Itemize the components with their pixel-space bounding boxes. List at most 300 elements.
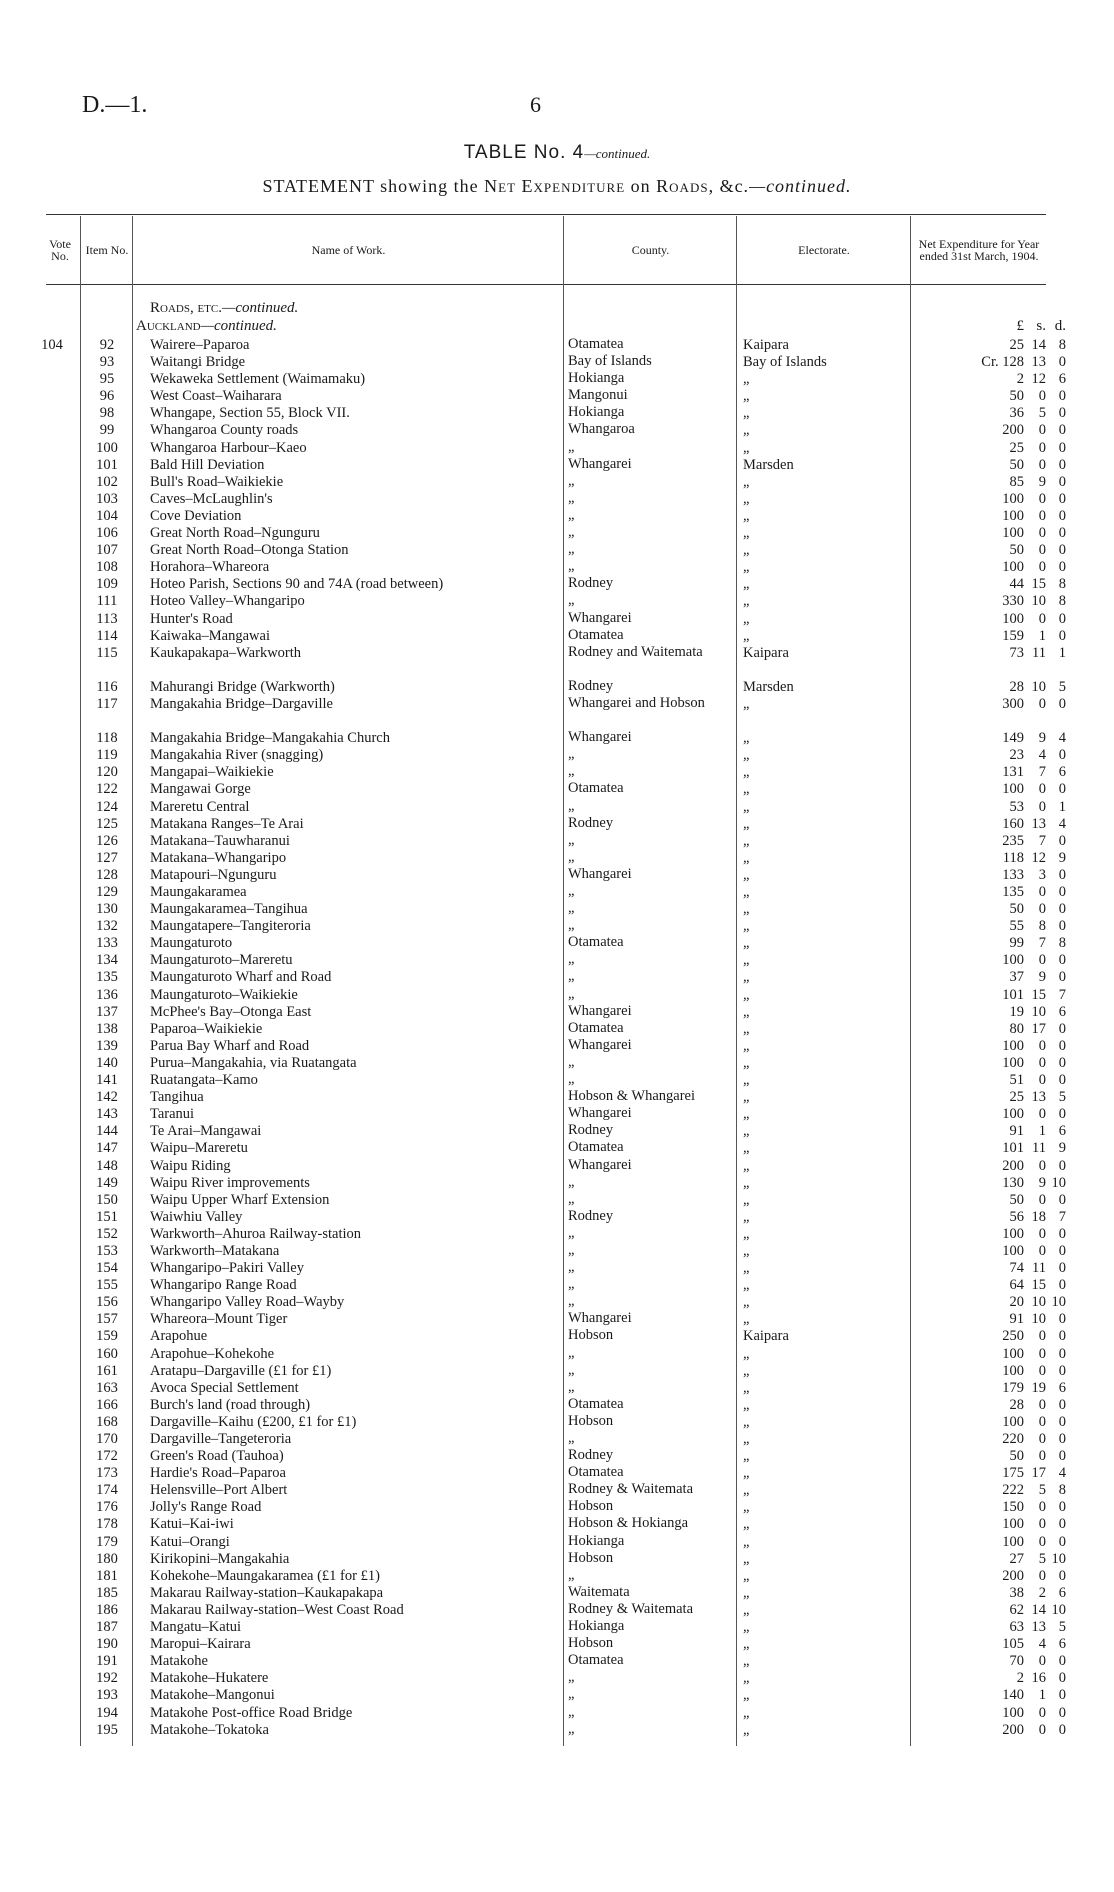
amount-pence: 0	[1058, 1260, 1066, 1277]
county: Whangarei	[568, 455, 632, 472]
table-subtitle	[0, 176, 1114, 197]
amount-pence: 0	[1058, 1106, 1066, 1123]
amount-pence: 8	[1058, 1482, 1066, 1499]
item-number: 176	[96, 1499, 118, 1516]
net-expenditure	[960, 1192, 1066, 1209]
work-name: Hoteo Parish, Sections 90 and 74A (road between)	[150, 576, 444, 593]
net-expenditure	[960, 1397, 1066, 1414]
amount-shillings: 16	[1031, 1670, 1046, 1687]
item-number: 139	[96, 1037, 118, 1054]
subtitle-part: Net Expenditure	[484, 176, 626, 196]
county: „	[568, 763, 575, 780]
table-row	[0, 645, 1114, 679]
net-expenditure	[960, 1123, 1066, 1140]
county: „	[568, 797, 575, 814]
net-expenditure	[960, 764, 1066, 781]
work-name: Matakohe	[150, 1653, 208, 1670]
table-row	[0, 1534, 1114, 1551]
amount-pence: 6	[1058, 1636, 1066, 1653]
county: „	[568, 917, 575, 934]
work-name: Matakohe Post-office Road Bridge	[150, 1704, 353, 1721]
county: Rodney	[568, 1447, 614, 1464]
table-row	[0, 1072, 1114, 1089]
item-number: 125	[96, 815, 118, 832]
net-expenditure	[960, 1004, 1066, 1021]
work-name: Taranui	[150, 1106, 195, 1123]
item-number: 195	[96, 1721, 118, 1738]
amount-shillings: 0	[1038, 695, 1046, 712]
section-heading-text: Roads, etc.	[150, 300, 222, 316]
county: „	[568, 1053, 575, 1070]
table-row	[0, 525, 1114, 542]
work-name: Makarau Railway-station–West Coast Road	[150, 1601, 404, 1618]
amount-pence: 0	[1058, 1653, 1066, 1670]
amount-pence: 0	[1058, 747, 1066, 764]
table-row	[0, 987, 1114, 1004]
work-name: Hardie's Road–Paparoa	[150, 1465, 286, 1482]
electorate: „	[743, 576, 750, 593]
electorate: „	[743, 473, 750, 490]
net-expenditure	[960, 1551, 1066, 1568]
amount-shillings: 10	[1031, 593, 1046, 610]
electorate: Bay of Islands	[743, 354, 827, 371]
electorate: „	[743, 610, 750, 627]
electorate: „	[743, 730, 750, 747]
work-name: Mangakahia River (snagging)	[150, 747, 324, 764]
table-row	[0, 816, 1114, 833]
amount-shillings: 13	[1031, 1619, 1046, 1636]
item-number: 180	[96, 1550, 118, 1567]
county: Whangaroa	[568, 421, 635, 438]
amount-pounds: 56	[1009, 1208, 1024, 1225]
work-name: Whareora–Mount Tiger	[150, 1311, 288, 1328]
table-row	[0, 542, 1114, 559]
net-expenditure	[960, 593, 1066, 610]
electorate: „	[743, 764, 750, 781]
electorate: „	[743, 1431, 750, 1447]
electorate: „	[743, 1123, 750, 1140]
item-number: 153	[96, 1242, 118, 1259]
item-number: 147	[96, 1140, 118, 1157]
county: Rodney	[568, 814, 614, 831]
electorate: Marsden	[743, 678, 794, 695]
county: Hobson & Hokianga	[568, 1515, 689, 1532]
electorate: „	[743, 866, 750, 883]
amount-pounds: 100	[1002, 1037, 1024, 1054]
electorate: „	[743, 832, 750, 849]
amount-shillings: 10	[1031, 678, 1046, 695]
amount-pence: 10	[1051, 1174, 1066, 1191]
net-expenditure	[960, 1722, 1066, 1739]
amount-pence: 1	[1058, 798, 1066, 815]
table-row	[0, 1568, 1114, 1585]
county: „	[568, 1720, 575, 1737]
amount-pence: 0	[1058, 507, 1066, 524]
electorate: „	[743, 593, 750, 610]
amount-pounds: 118	[1002, 849, 1024, 866]
electorate: „	[743, 1482, 750, 1499]
table-row	[0, 1123, 1114, 1140]
net-expenditure	[960, 1277, 1066, 1294]
electorate: Marsden	[743, 456, 794, 473]
amount-pounds: 100	[1002, 1106, 1024, 1123]
amount-pence: 0	[1058, 525, 1066, 542]
item-number: 135	[96, 969, 118, 986]
amount-shillings: 0	[1038, 1396, 1046, 1413]
amount-shillings: 0	[1038, 1413, 1046, 1430]
table-row	[0, 1619, 1114, 1636]
amount-pence: 0	[1058, 832, 1066, 849]
work-name: Waitangi Bridge	[150, 354, 246, 371]
electorate: „	[743, 1140, 750, 1157]
county: Rodney & Waitemata	[568, 1481, 694, 1498]
table-row	[0, 1670, 1114, 1687]
amount-pounds: 20	[1009, 1294, 1024, 1311]
amount-pounds: 150	[1002, 1499, 1024, 1516]
amount-pence: 6	[1058, 1584, 1066, 1601]
item-number: 136	[96, 986, 118, 1003]
subtitle-part: , &c.	[708, 176, 750, 196]
electorate: „	[743, 542, 750, 559]
county: Hobson	[568, 1549, 614, 1566]
table-row	[0, 1277, 1114, 1294]
amount-pounds: 135	[1002, 884, 1024, 900]
net-expenditure	[960, 1175, 1066, 1192]
amount-shillings: 7	[1038, 764, 1046, 781]
county: Whangarei	[568, 1310, 632, 1327]
work-name: Whangaripo Range Road	[150, 1277, 297, 1294]
net-expenditure	[960, 611, 1066, 628]
item-number: 163	[96, 1379, 118, 1396]
electorate: „	[743, 1174, 750, 1191]
header-county: County.	[631, 243, 670, 257]
table-row	[0, 730, 1114, 747]
amount-shillings: 0	[1038, 610, 1046, 627]
work-name: Kirikopini–Mangakahia	[150, 1550, 290, 1567]
amount-shillings: 4	[1038, 747, 1046, 764]
table-row	[0, 1021, 1114, 1038]
county: Otamatea	[568, 1652, 624, 1669]
amount-pounds: 28	[1009, 678, 1024, 695]
work-name: Te Arai–Mangawai	[150, 1123, 262, 1140]
county: „	[568, 985, 575, 1002]
item-number: 122	[96, 781, 118, 798]
county: Hobson	[568, 1327, 614, 1344]
work-name: Wekaweka Settlement (Waimamaku)	[150, 371, 366, 388]
item-number: 100	[96, 439, 118, 456]
amount-pounds: 149	[1002, 730, 1024, 747]
amount-shillings: 0	[1038, 1653, 1046, 1670]
item-number: 154	[96, 1260, 118, 1277]
amount-shillings: 1	[1038, 1123, 1046, 1140]
pounds-header: £	[1016, 318, 1024, 334]
county: Whangarei and Hobson	[568, 694, 705, 711]
county: Rodney	[568, 1122, 614, 1139]
work-name: Matakohe–Mangonui	[150, 1687, 275, 1704]
electorate: „	[743, 1003, 750, 1020]
electorate: „	[743, 1294, 750, 1311]
net-expenditure	[960, 1106, 1066, 1123]
county: „	[568, 541, 575, 558]
item-number: 190	[96, 1636, 118, 1653]
electorate: „	[743, 1260, 750, 1277]
table-row	[0, 1209, 1114, 1226]
work-name: Ruatangata–Kamo	[150, 1072, 258, 1089]
table-row	[0, 1448, 1114, 1465]
amount-shillings: 8	[1038, 918, 1046, 935]
subtitle-part: on	[625, 176, 657, 196]
amount-shillings: 10	[1031, 1294, 1046, 1311]
item-number: 160	[96, 1345, 118, 1362]
table-row	[0, 1328, 1114, 1345]
work-name: Mangapai–Waikiekie	[150, 764, 274, 781]
county: „	[568, 746, 575, 763]
electorate: „	[743, 1225, 750, 1242]
net-expenditure	[960, 440, 1066, 457]
amount-pence: 6	[1058, 764, 1066, 781]
amount-shillings: 0	[1038, 1704, 1046, 1721]
work-name: Maungaturoto–Waikiekie	[150, 986, 298, 1003]
item-number: 117	[96, 695, 118, 712]
item-number: 114	[96, 627, 118, 644]
work-name: Mangatu–Katui	[150, 1619, 242, 1636]
amount-pounds: 50	[1009, 1191, 1024, 1208]
county: „	[568, 1173, 575, 1190]
county: „	[568, 592, 575, 609]
county: Otamatea	[568, 336, 624, 352]
amount-shillings: 13	[1031, 815, 1046, 832]
amount-pounds: 200	[1002, 1157, 1024, 1174]
net-expenditure	[960, 987, 1066, 1004]
amount-shillings: 0	[1038, 542, 1046, 559]
item-number: 103	[96, 490, 118, 507]
county: Rodney & Waitemata	[568, 1600, 694, 1617]
amount-shillings: 0	[1038, 1157, 1046, 1174]
electorate: „	[743, 422, 750, 439]
county: „	[568, 848, 575, 865]
electorate: „	[743, 986, 750, 1003]
work-name: Paparoa–Waikiekie	[150, 1020, 263, 1037]
amount-pounds: 175	[1002, 1465, 1024, 1482]
electorate: „	[743, 1601, 750, 1618]
header-electorate: Electorate.	[798, 243, 850, 257]
amount-pence: 0	[1058, 405, 1066, 422]
county: Otamatea	[568, 1464, 624, 1481]
amount-pence: 0	[1058, 1687, 1066, 1704]
amount-pounds: 91	[1009, 1123, 1024, 1140]
amount-pence: 0	[1058, 610, 1066, 627]
amount-shillings: 11	[1032, 1260, 1046, 1277]
net-expenditure	[960, 747, 1066, 764]
column-divider	[80, 216, 81, 284]
amount-pounds: 105	[1002, 1636, 1024, 1653]
district-heading	[136, 318, 277, 335]
county: „	[568, 1259, 575, 1276]
amount-pence: 0	[1058, 952, 1066, 969]
item-number: 108	[96, 559, 118, 576]
amount-pence: 0	[1058, 1516, 1066, 1533]
amount-pence: 0	[1058, 354, 1066, 371]
item-number: 168	[96, 1413, 118, 1430]
work-name: Waipu–Mareretu	[150, 1140, 248, 1157]
item-number: 132	[96, 918, 118, 935]
work-name: Kaukapakapa–Warkworth	[150, 644, 302, 661]
amount-pence: 6	[1058, 371, 1066, 388]
county: Whangarei	[568, 1002, 632, 1019]
amount-shillings: 13	[1031, 354, 1046, 371]
amount-pounds: 100	[1002, 507, 1024, 524]
work-name: Mangakahia Bridge–Mangakahia Church	[150, 730, 390, 747]
net-expenditure	[960, 867, 1066, 884]
work-name: Bull's Road–Waikiekie	[150, 473, 284, 490]
amount-pounds: 200	[1002, 422, 1024, 439]
electorate: „	[743, 1721, 750, 1738]
amount-pounds: 63	[1009, 1619, 1024, 1636]
amount-shillings: 4	[1038, 1636, 1046, 1653]
work-name: Green's Road (Tauhoa)	[150, 1448, 284, 1465]
net-expenditure	[960, 1260, 1066, 1277]
vote-number: 104	[41, 337, 63, 353]
item-number: 92	[99, 337, 115, 353]
item-number: 133	[96, 935, 118, 952]
item-number: 192	[96, 1670, 118, 1687]
amount-pence: 0	[1058, 542, 1066, 559]
work-name: Maropui–Kairara	[150, 1636, 251, 1653]
net-expenditure	[960, 1534, 1066, 1551]
amount-pounds: 330	[1002, 593, 1024, 610]
amount-pounds: 140	[1002, 1687, 1024, 1704]
amount-pounds: 133	[1002, 866, 1024, 883]
table-row	[0, 1499, 1114, 1516]
amount-pounds: 130	[1002, 1174, 1024, 1191]
item-number: 134	[96, 952, 118, 969]
table-row	[0, 422, 1114, 439]
amount-shillings: 0	[1038, 901, 1046, 918]
amount-pounds: 53	[1009, 798, 1024, 815]
amount-pounds: 64	[1009, 1277, 1024, 1294]
amount-shillings: 0	[1038, 1072, 1046, 1089]
item-number: 193	[96, 1687, 118, 1704]
work-name: Cove Deviation	[150, 507, 242, 524]
amount-pounds: 37	[1009, 969, 1024, 986]
work-name: Hunter's Road	[150, 610, 233, 627]
item-number: 116	[96, 678, 118, 695]
county: Hokianga	[568, 370, 625, 387]
table-header-rule	[46, 284, 1046, 285]
amount-pounds: 50	[1009, 542, 1024, 559]
table-row	[0, 491, 1114, 508]
work-name: Mangawai Gorge	[150, 781, 251, 798]
work-name: Parua Bay Wharf and Road	[150, 1037, 310, 1054]
item-number: 106	[96, 525, 118, 542]
work-name: Burch's land (road through)	[150, 1396, 311, 1413]
amount-pounds: 100	[1002, 952, 1024, 969]
table-row	[0, 867, 1114, 884]
amount-pence: 0	[1058, 422, 1066, 439]
table-title	[0, 142, 1114, 164]
item-number: 127	[96, 849, 118, 866]
amount-pounds: 100	[1002, 1362, 1024, 1379]
county: Whangarei	[568, 1156, 632, 1173]
amount-pounds: 179	[1002, 1379, 1024, 1396]
item-number: 129	[96, 884, 118, 900]
amount-pounds: 100	[1002, 525, 1024, 542]
amount-pounds: 25	[1009, 439, 1024, 456]
amount-pence: 0	[1058, 473, 1066, 490]
item-number: 191	[96, 1653, 118, 1670]
amount-pounds: 74	[1009, 1260, 1024, 1277]
electorate: „	[743, 1362, 750, 1379]
net-expenditure	[960, 1465, 1066, 1482]
net-expenditure	[960, 1670, 1066, 1687]
item-number: 140	[96, 1054, 118, 1071]
work-name: Dargaville–Tangeteroria	[150, 1431, 292, 1447]
table-row	[0, 918, 1114, 935]
item-number: 95	[99, 371, 115, 388]
work-name: Caves–McLaughlin's	[150, 490, 273, 507]
county: Whangarei	[568, 1105, 632, 1122]
table-row	[0, 576, 1114, 593]
item-number: 170	[96, 1431, 118, 1447]
table-row	[0, 850, 1114, 867]
amount-shillings: 12	[1031, 371, 1046, 388]
net-expenditure	[960, 952, 1066, 969]
work-name: Maungakaramea–Tangihua	[150, 901, 308, 918]
work-name: Whangaroa County roads	[150, 422, 299, 439]
net-expenditure	[960, 901, 1066, 918]
electorate: „	[743, 1550, 750, 1567]
amount-shillings: 5	[1038, 405, 1046, 422]
county: „	[568, 1703, 575, 1720]
item-number: 173	[96, 1465, 118, 1482]
net-expenditure	[960, 491, 1066, 508]
amount-pounds: 44	[1009, 576, 1024, 593]
amount-pence: 0	[1058, 1362, 1066, 1379]
amount-pence: 10	[1051, 1550, 1066, 1567]
amount-shillings: 0	[1038, 1533, 1046, 1550]
amount-pounds: 50	[1009, 1448, 1024, 1465]
subtitle-part: Roads	[656, 176, 709, 196]
county: „	[568, 1190, 575, 1207]
electorate: „	[743, 695, 750, 712]
amount-pence: 5	[1058, 678, 1066, 695]
item-number: 174	[96, 1482, 118, 1499]
currency-header	[970, 318, 1066, 335]
work-name: Katui–Kai-iwi	[150, 1516, 234, 1533]
net-expenditure	[960, 1294, 1066, 1311]
amount-pence: 8	[1058, 576, 1066, 593]
table-row	[0, 833, 1114, 850]
table-row	[0, 1431, 1114, 1448]
work-name: Whangaroa Harbour–Kaeo	[150, 439, 307, 456]
electorate: „	[743, 1277, 750, 1294]
net-expenditure	[960, 371, 1066, 388]
work-name: Mahurangi Bridge (Warkworth)	[150, 678, 335, 695]
county: „	[568, 1686, 575, 1703]
amount-pounds: 73	[1009, 644, 1024, 661]
work-name: Hoteo Valley–Whangaripo	[150, 593, 305, 610]
county: Rodney and Waitemata	[568, 643, 703, 660]
electorate: „	[743, 1157, 750, 1174]
county: Waitemata	[568, 1583, 630, 1600]
item-number: 126	[96, 832, 118, 849]
table-row	[0, 1516, 1114, 1533]
amount-pounds: 100	[1002, 1413, 1024, 1430]
amount-pence: 5	[1058, 1089, 1066, 1106]
work-name: Horahora–Whareora	[150, 559, 270, 576]
electorate: „	[743, 371, 750, 388]
net-expenditure	[960, 1431, 1066, 1448]
